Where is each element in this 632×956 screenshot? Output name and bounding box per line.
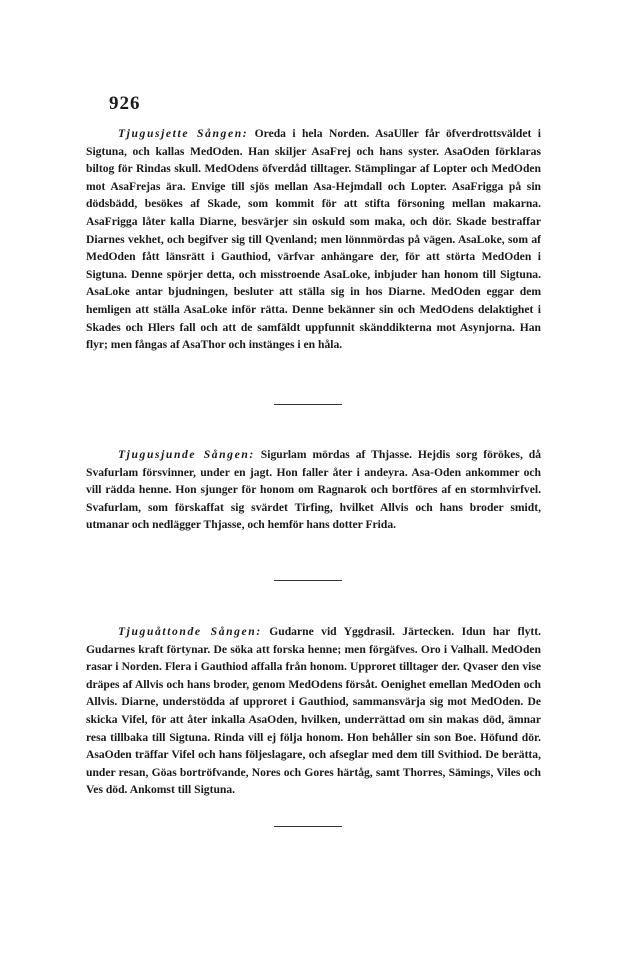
section-title: Tjugusjunde Sången:	[118, 448, 255, 461]
section-title: Tjugusjette Sången:	[118, 127, 249, 140]
section-divider	[274, 404, 342, 405]
section-27	[86, 446, 541, 534]
section-divider	[274, 580, 342, 581]
section-body: Sigurlam mördas af Thjasse. Hejdis sorg förökes, då Svafurlam försvinner, under en jagt. Hon faller åter i andeyra. Asa-Oden ankommer och vill rädda henne. Hon sjunger för honom om Ragnarok och bortföres af en stormhvirfvel. Svafurlam, som förskaffat sig svärdet Tirfing, hvilket Allvis och hans broder smidt, utmanar och nedlägger Thjasse, och hemför hans dotter Frida.	[86, 448, 542, 532]
section-divider	[274, 826, 342, 827]
section-body: Oreda i hela Norden. AsaUller får öfverdrottsväldet i Sigtuna, och kallas MedOden. Han skiljer AsaFrej och hans syster. AsaOden förklaras biltog för Rindas skull. MedOdens öfverdåd tilltager. Stämplingar af Lopter och MedOden mot AsaFrejas ära. Envige till sjös mellan Asa-Hejmdall och Lopter. AsaFrigga på sin dödsbädd, besökes af Skade, som kommit för att stifta försoning mellan makarna. AsaFrigga låter kalla Diarne, besvärjer sin oskuld som maka, och dör. Skade bestraffar Diarnes vekhet, och begifver sig till Qvenland; men lönnmördas på vägen. AsaLoke, som af MedOden fått länsrätt i Gauthiod, värfvar anhängare der, för att störta MedOden i Sigtuna. Denne spörjer detta, och misstroende AsaLoke, inbjuder han honom till Sigtuna. AsaLoke antar bjudningen, besluter att ställa sig in hos Diarne. MedOden eggar dem hemligen att ställa AsaLoke inför rätta. Denne bekänner sin och MedOdens delaktighet i Skades och Hlers fall och att de samfäldt uppfunnit skänddikterna mot Asynjorna. Han flyr; men fångas af AsaThor och instänges i en håla.	[86, 127, 541, 352]
page-number: 926	[109, 93, 141, 114]
section-title: Tjuguåttonde Sången:	[118, 625, 262, 638]
section-28	[86, 623, 541, 799]
section-body: Gudarne vid Yggdrasil. Järtecken. Idun har flytt. Gudarnes kraft förtynar. De söka att forska henne; men förgäfves. Oro i Valhall. MedOden rasar i Norden. Flera i Gauthiod affalla från honom. Upproret tilltager der. Qvaser den vise dräpes af Allvis och hans broder, genom MedOdens försåt. Oenighet emellan MedOden och Allvis. Diarne, understödda af upproret i Gauthiod, sammansvärja sig mot MedOden. De skicka Vifel, för att åter inkalla AsaOden, hvilken, underrättad om sin makas död, ämnar resa tillbaka till Sigtuna. Rinda vill ej följa honom. Hon behåller sin son Boe. Höfund dör. AsaOden träffar Vifel och hans följeslagare, och afseglar med dem till Svithiod. De berätta, under resan, Göas bortröfvande, Nores och Gores härtåg, samt Thorres, Sämings, Viles och Ves död. Ankomst till Sigtuna.	[86, 625, 541, 797]
section-26	[86, 125, 541, 354]
